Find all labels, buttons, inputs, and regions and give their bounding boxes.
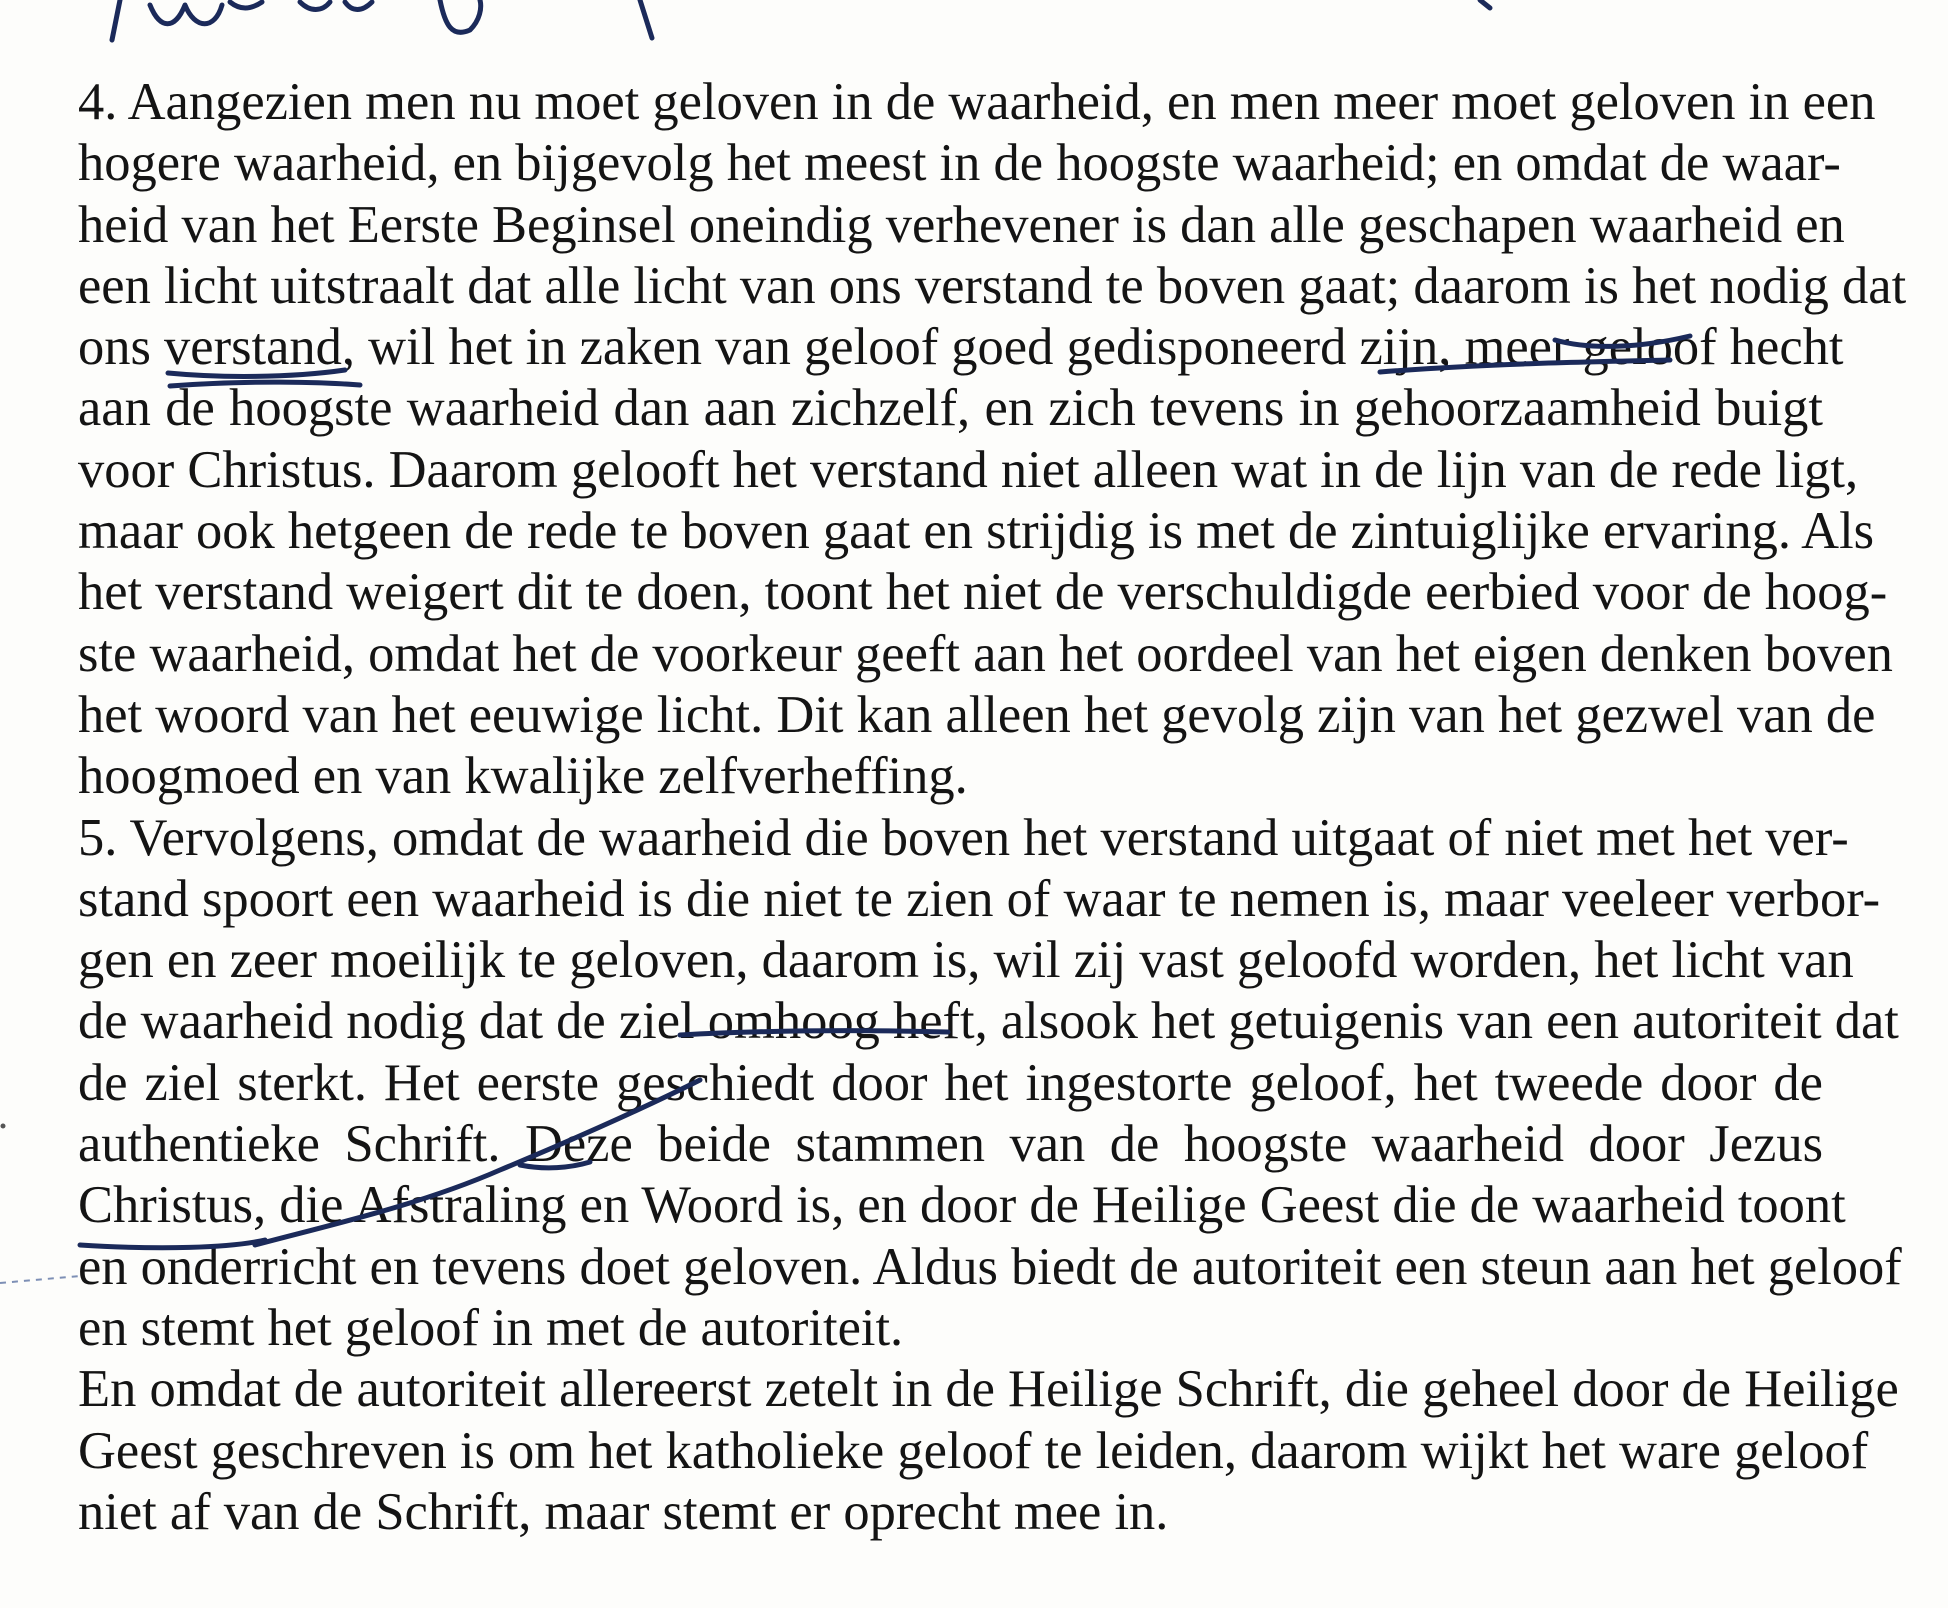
handwritten-scribble-top [0, 0, 1948, 70]
text-line: heid van het Eerste Beginsel oneindig verhevener is dan alle geschapen waarheid en [78, 195, 1845, 254]
text-line: een licht uitstraalt dat alle licht van ons verstand te boven gaat; daarom is het nodig dat [78, 256, 1907, 315]
text-line: en onderricht en tevens doet geloven. Aldus biedt de autoriteit een steun aan het geloof [78, 1237, 1902, 1296]
text-line: Christus, die Afstraling en Woord is, en door de Heilige Geest die de waarheid toont [78, 1176, 1846, 1235]
text-line: en stemt het geloof in met de autoriteit. [78, 1298, 904, 1357]
text-line: het verstand weigert dit te doen, toont het niet de verschuldigde eerbied voor de hoog- [78, 563, 1888, 622]
text-line: ons verstand, wil het in zaken van geloof goed gedisponeerd zijn, meer geloof hecht [78, 318, 1844, 377]
text-line: En omdat de autoriteit allereerst zetelt in de Heilige Schrift, die geheel door de Heilige [78, 1360, 1899, 1419]
text-line: niet af van de Schrift, maar stemt er oprecht mee in. [78, 1482, 1169, 1541]
text-line: gen en zeer moeilijk te geloven, daarom is, wil zij vast geloofd worden, het licht van [78, 931, 1854, 990]
text-line: hogere waarheid, en bijgevolg het meest in de hoogste waarheid; en omdat de waar- [78, 134, 1841, 193]
text-line: voor Christus. Daarom gelooft het verstand niet alleen wat in de lijn van de rede ligt, [78, 440, 1859, 499]
margin-dash-line [0, 1276, 80, 1283]
text-line: het woord van het eeuwige licht. Dit kan alleen het gevolg zijn van het gezwel van de [78, 685, 1876, 744]
text-line: stand spoort een waarheid is die niet te zien of waar te nemen is, maar veeleer verbor- [78, 869, 1881, 928]
margin-dot [1, 1124, 6, 1129]
document-body [78, 72, 1907, 1543]
text-line: 4. Aangezien men nu moet geloven in de waarheid, en men meer moet geloven in een [78, 73, 1876, 131]
text-line: ste waarheid, omdat het de voorkeur geeft aan het oordeel van het eigen denken boven [78, 624, 1893, 683]
text-line: aan de hoogste waarheid dan aan zichzelf, en zich tevens in gehoorzaamheid buigt [78, 379, 1823, 438]
text-line: Geest geschreven is om het katholieke geloof te leiden, daarom wijkt het ware geloof [78, 1421, 1869, 1480]
text-line: authentieke Schrift. Deze beide stammen van de hoogste waarheid door Jezus [78, 1115, 1823, 1174]
text-line: hoogmoed en van kwalijke zelfverheffing. [78, 747, 968, 806]
text-line: maar ook hetgeen de rede te boven gaat en strijdig is met de zintuiglijke ervaring. Als [78, 502, 1875, 561]
text-line: de ziel sterkt. Het eerste geschiedt door het ingestorte geloof, het tweede door de [78, 1053, 1823, 1112]
text-line: 5. Vervolgens, omdat de waarheid die boven het verstand uitgaat of niet met het ver- [78, 808, 1849, 867]
text-line: de waarheid nodig dat de ziel omhoog heft, alsook het getuigenis van een autoriteit dat [78, 992, 1899, 1051]
